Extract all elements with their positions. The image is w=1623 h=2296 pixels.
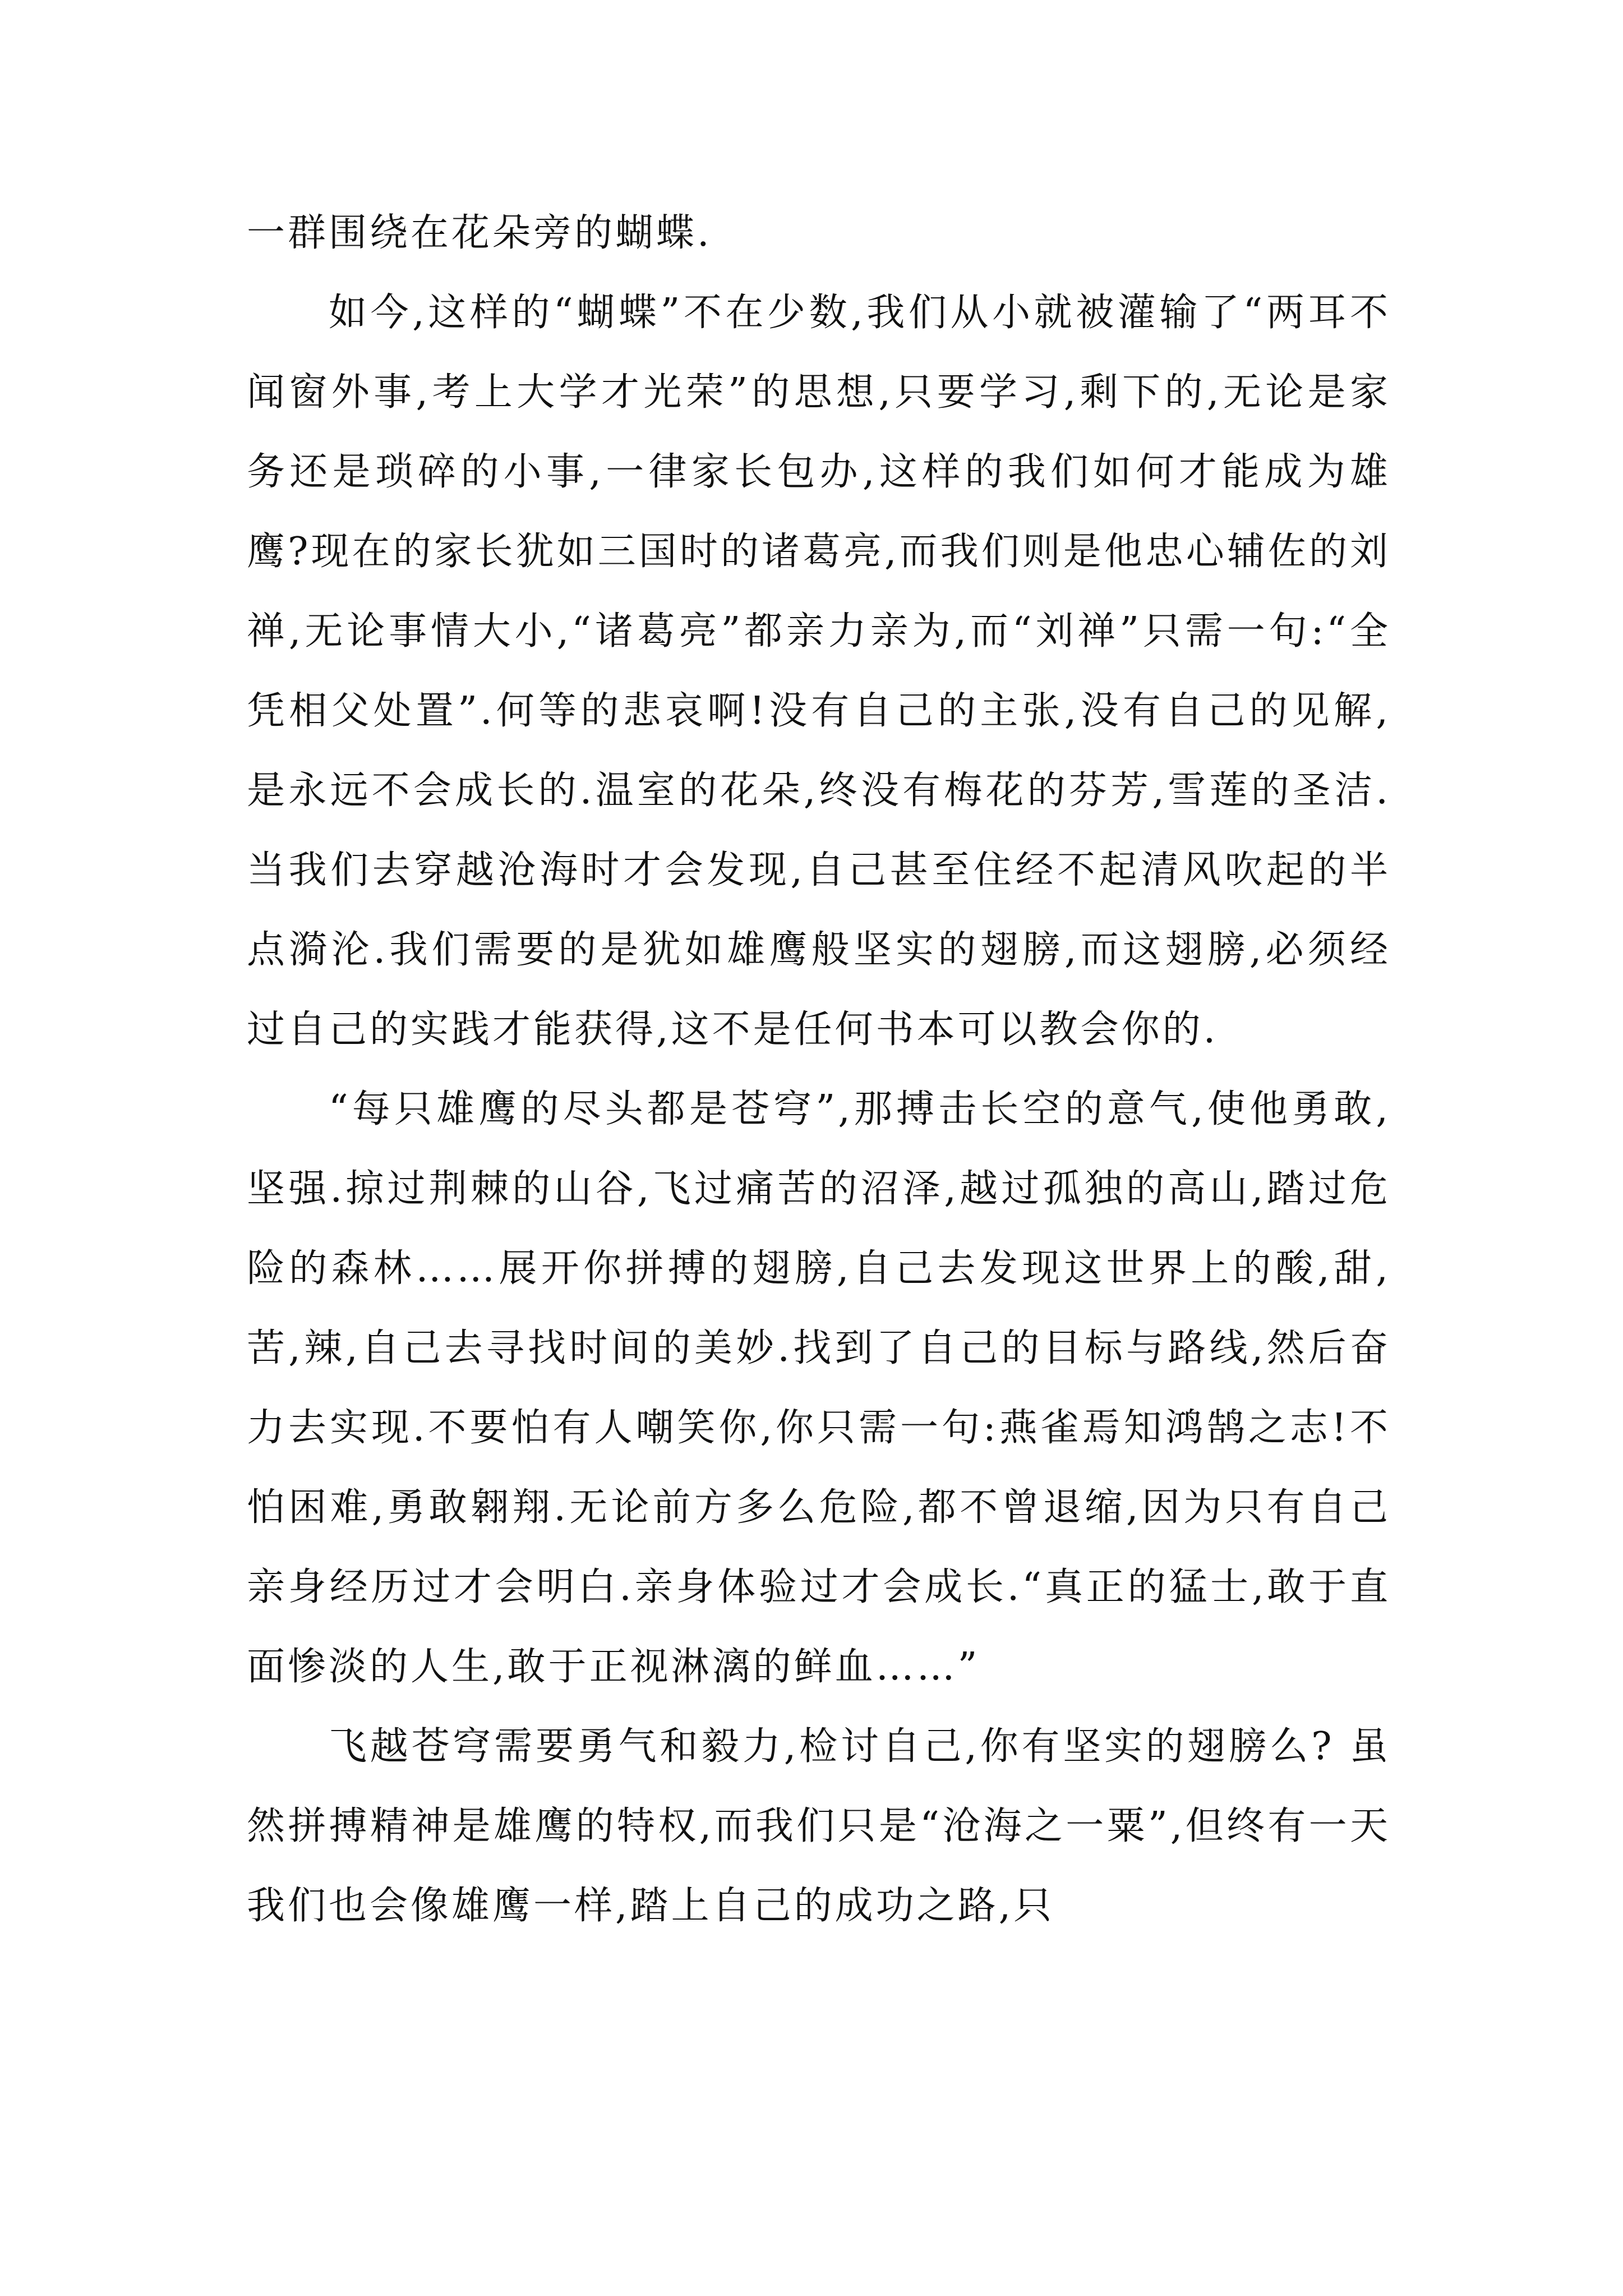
paragraph: 飞越苍穹需要勇气和毅力,检讨自己,你有坚实的翅膀么? 虽然拼搏精神是雄鹰的特权,而我们只是“沧海之一粟”,但终有一天我们也会像雄鹰一样,踏上自己的成功之路,只 (247, 1724, 1391, 1928)
essay-body (247, 194, 1391, 1946)
paragraph: “每只雄鹰的尽头都是苍穹”,那搏击长空的意气,使他勇敢,坚强.掠过荆棘的山谷,飞过痛苦的沼泽,越过孤独的高山,踏过危险的森林……展开你拼搏的翅膀,自己去发现这世界上的酸,甜,苦,辣,自己去寻找时间的美妙.找到了自己的目标与路线,然后奋力去实现.不要怕有人嘲笑你,你只需一句:燕雀焉知鸿鹄之志!不怕困难,勇敢翱翔.无论前方多么危险,都不曾退缩,因为只有自己亲身经历过才会明白.亲身体验过才会成长.“真正的猛士,敢于直面惨淡的人生,敢于正视淋漓的鲜血……” (247, 1087, 1391, 1689)
paragraph-continuation: 一群围绕在花朵旁的蝴蝶. (247, 211, 712, 255)
paragraph: 如今,这样的“蝴蝶”不在少数,我们从小就被灌输了“两耳不闻窗外事,考上大学才光荣”的思想,只要学习,剩下的,无论是家务还是琐碎的小事,一律家长包办,这样的我们如何才能成为雄鹰?现在的家长犹如三国时的诸葛亮,而我们则是他忠心辅佐的刘禅,无论事情大小,“诸葛亮”都亲力亲为,而“刘禅”只需一句:“全凭相父处置”.何等的悲哀啊!没有自己的主张,没有自己的见解,是永远不会成长的.温室的花朵,终没有梅花的芬芳,雪莲的圣洁.当我们去穿越沧海时才会发现,自己甚至住经不起清风吹起的半点漪沦.我们需要的是犹如雄鹰般坚实的翅膀,而这翅膀,必须经过自己的实践才能获得,这不是任何书本可以教会你的. (247, 291, 1391, 1052)
